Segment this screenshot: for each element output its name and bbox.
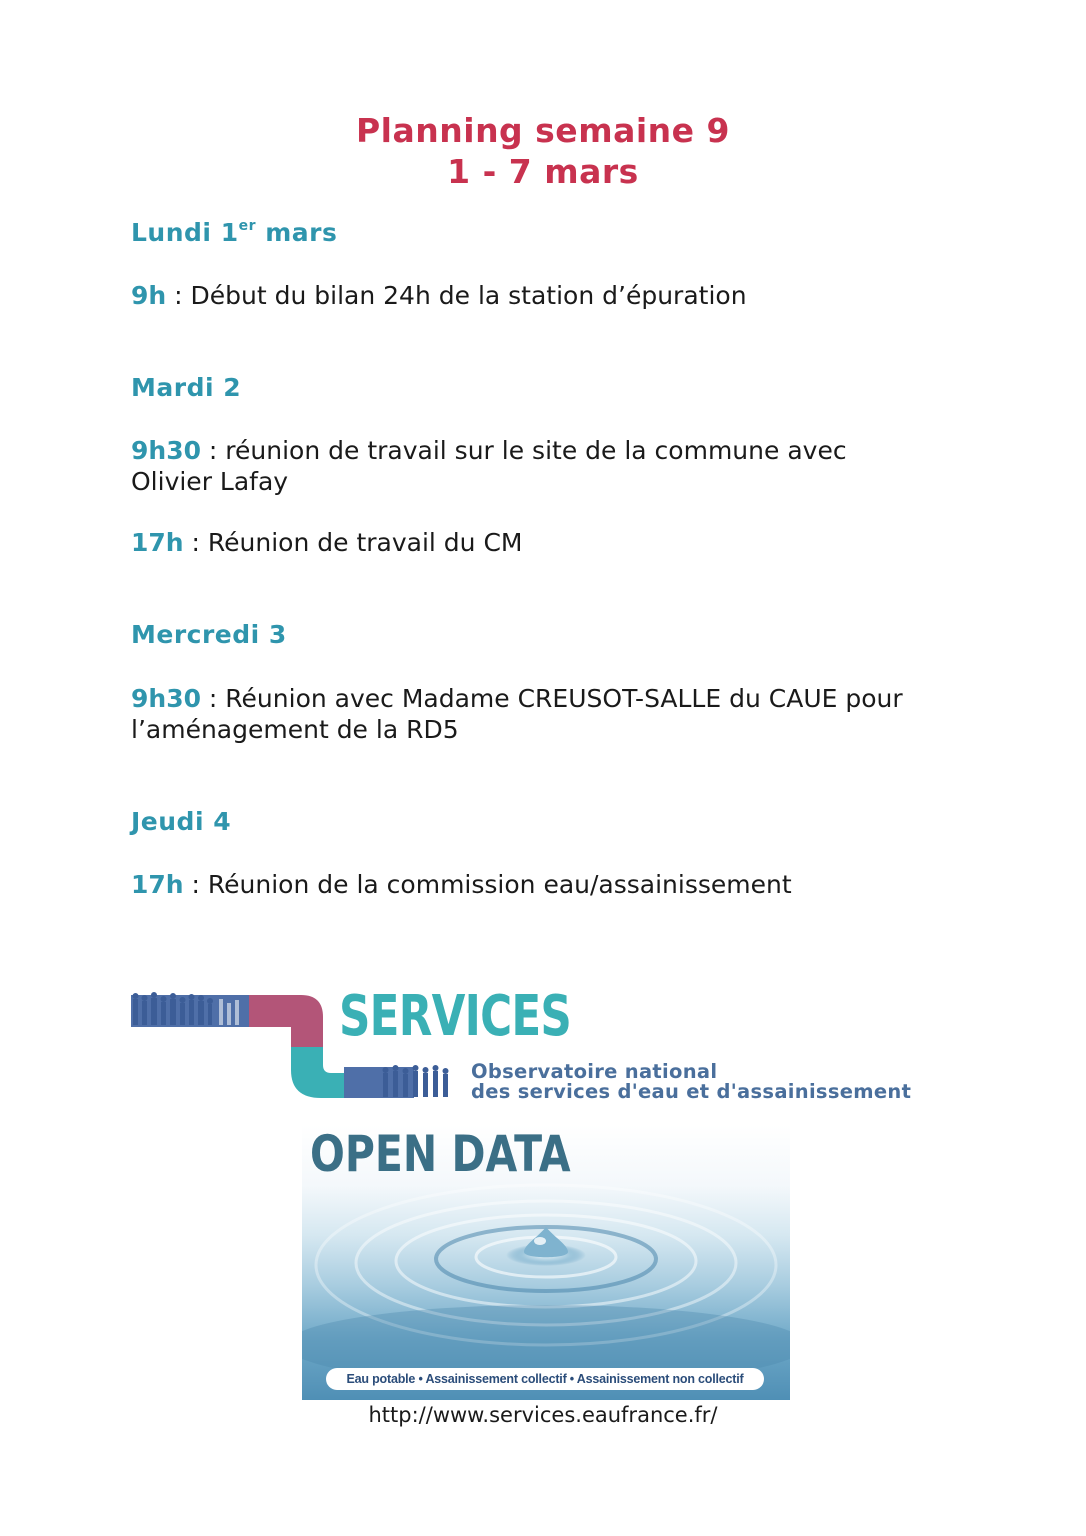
day-heading-wednesday: Mercredi 3	[131, 620, 287, 649]
title-line-1: Planning semaine 9	[356, 111, 730, 150]
observatory-line-1: Observatoire national	[471, 1060, 718, 1083]
ordinal-superscript: er	[238, 217, 256, 234]
event-monday-1	[131, 280, 951, 311]
website-link[interactable]: http://www.services.eaufrance.fr/	[368, 1403, 718, 1427]
day-heading-tuesday: Mardi 2	[131, 373, 242, 402]
day-heading-thursday: Jeudi 4	[131, 807, 232, 836]
event-tuesday-1	[131, 435, 891, 497]
services-wordmark: SERVICES	[339, 984, 572, 1049]
services-logo	[131, 985, 931, 1110]
event-text: : Réunion de travail du CM	[183, 528, 523, 557]
people-silhouettes-icon	[133, 992, 214, 1025]
event-time: 9h30	[131, 684, 201, 713]
event-time: 17h	[131, 528, 184, 557]
event-time: 17h	[131, 870, 184, 899]
event-text: : Réunion de la commission eau/assainissement	[183, 870, 792, 899]
day-heading-monday: Lundi 1er mars	[131, 217, 338, 247]
event-time: 9h30	[131, 436, 201, 465]
event-thursday-1	[131, 869, 951, 900]
event-tuesday-2	[131, 527, 951, 558]
observatory-line-2: des services d'eau et d'assainissement	[471, 1080, 912, 1103]
event-time: 9h	[131, 281, 167, 310]
poster-tag-bar: Eau potable • Assainissement collectif • Assainissement non collectif	[326, 1368, 764, 1390]
event-text: : réunion de travail sur le site de la commune avec Olivier Lafay	[131, 436, 847, 496]
open-data-headline: OPEN DATA	[310, 1125, 571, 1183]
event-wednesday-1	[131, 683, 961, 745]
event-text: : Début du bilan 24h de la station d’épuration	[166, 281, 747, 310]
open-data-poster	[302, 1125, 790, 1400]
page-title	[0, 110, 1086, 192]
event-text: : Réunion avec Madame CREUSOT-SALLE du CAUE pour l’aménagement de la RD5	[131, 684, 903, 744]
title-line-2: 1 - 7 mars	[447, 152, 639, 191]
